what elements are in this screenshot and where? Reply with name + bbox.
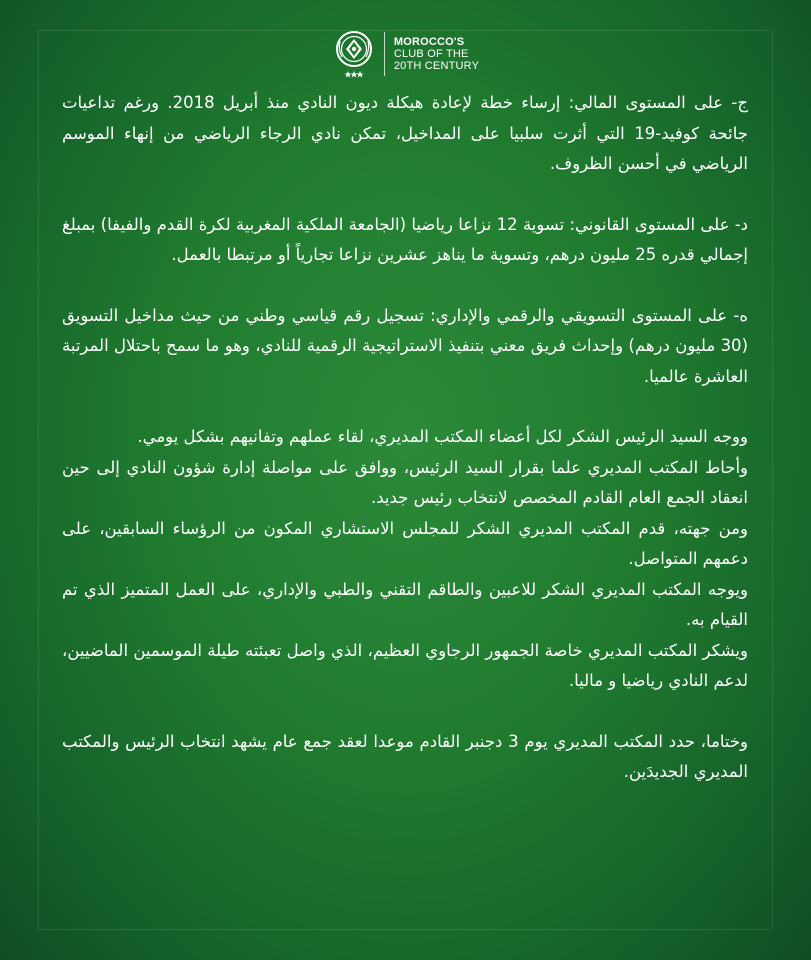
- paragraph-gap: [62, 697, 748, 727]
- paragraph-conclusion: وختاما، حدد المكتب المديري يوم 3 دجنبر القادم موعدا لعقد جمع عام يشهد انتخاب الرئيس والمكتب المديري الجديدَين.: [62, 731, 749, 781]
- paragraph-gap: [62, 392, 748, 422]
- paragraph-marketing: ه- على المستوى التسويقي والرقمي والإداري: تسجيل رقم قياسي وطني من حيث مداخيل التسويق (30 مليون درهم) وإحداث فريق معني بتنفيذ الاستراتيجية الرقمية للنادي، وهو ما سمح باحتلال المرتبة العاشرة عالميا.: [62, 305, 748, 386]
- statement-body: [62, 88, 748, 788]
- club-title-line1: MOROCCO'S: [393, 36, 465, 48]
- paragraph-president-thanks: ووجه السيد الرئيس الشكر لكل أعضاء المكتب المديري، لقاء عملهم وتفانيهم بشكل يومي.: [137, 427, 748, 446]
- paragraph-advisory-thanks: ومن جهته، قدم المكتب المديري الشكر للمجلس الاستشاري المكون من الرؤساء السابقين، على دعمهم المتواصل.: [62, 518, 748, 568]
- paragraph-players-thanks: ويوجه المكتب المديري الشكر للاعبين والطاقم التقني والطبي والإداري، على العمل المتميز الذي تم القيام به.: [62, 579, 748, 629]
- raja-crest-icon: [332, 29, 376, 79]
- paragraph-board-notice: وأحاط المكتب المديري علما بقرار السيد الرئيس، ووافق على مواصلة إدارة شؤون النادي إلى حين انعقاد الجمع العام القادم المخصص لانتخاب رئيس جديد.: [62, 457, 748, 507]
- logo-divider: [384, 32, 385, 76]
- header: [0, 28, 811, 80]
- club-title-line3: 20TH CENTURY: [393, 60, 480, 72]
- paragraph-fans-thanks: ويشكر المكتب المديري خاصة الجمهور الرجاوي العظيم، الذي واصل تعبئته طيلة الموسمين الماضيين، لدعم النادي رياضيا و ماليا.: [62, 640, 748, 690]
- paragraph-gap: [62, 180, 748, 210]
- club-logo: [332, 29, 479, 79]
- club-title: [394, 36, 479, 72]
- club-title-line2: CLUB OF THE: [393, 48, 469, 60]
- paragraph-gap: [62, 271, 748, 301]
- paragraph-financial: ج- على المستوى المالي: إرساء خطة لإعادة هيكلة ديون النادي منذ أبريل 2018. ورغم تداعيات جائحة كوفيد-19 التي أثرت سلبيا على المداخيل، تمكن نادي الرجاء الرياضي من إنهاء الموسم الرياضي في أحسن الظروف.: [62, 93, 748, 173]
- paragraph-legal: د- على المستوى القانوني: تسوية 12 نزاعا رياضيا (الجامعة الملكية المغربية لكرة القدم والفيفا) بمبلغ إجمالي قدره 25 مليون درهم، وتسوية ما يناهز عشرين نزاعا تجارياً أو مرتبطا بالعمل.: [62, 214, 748, 264]
